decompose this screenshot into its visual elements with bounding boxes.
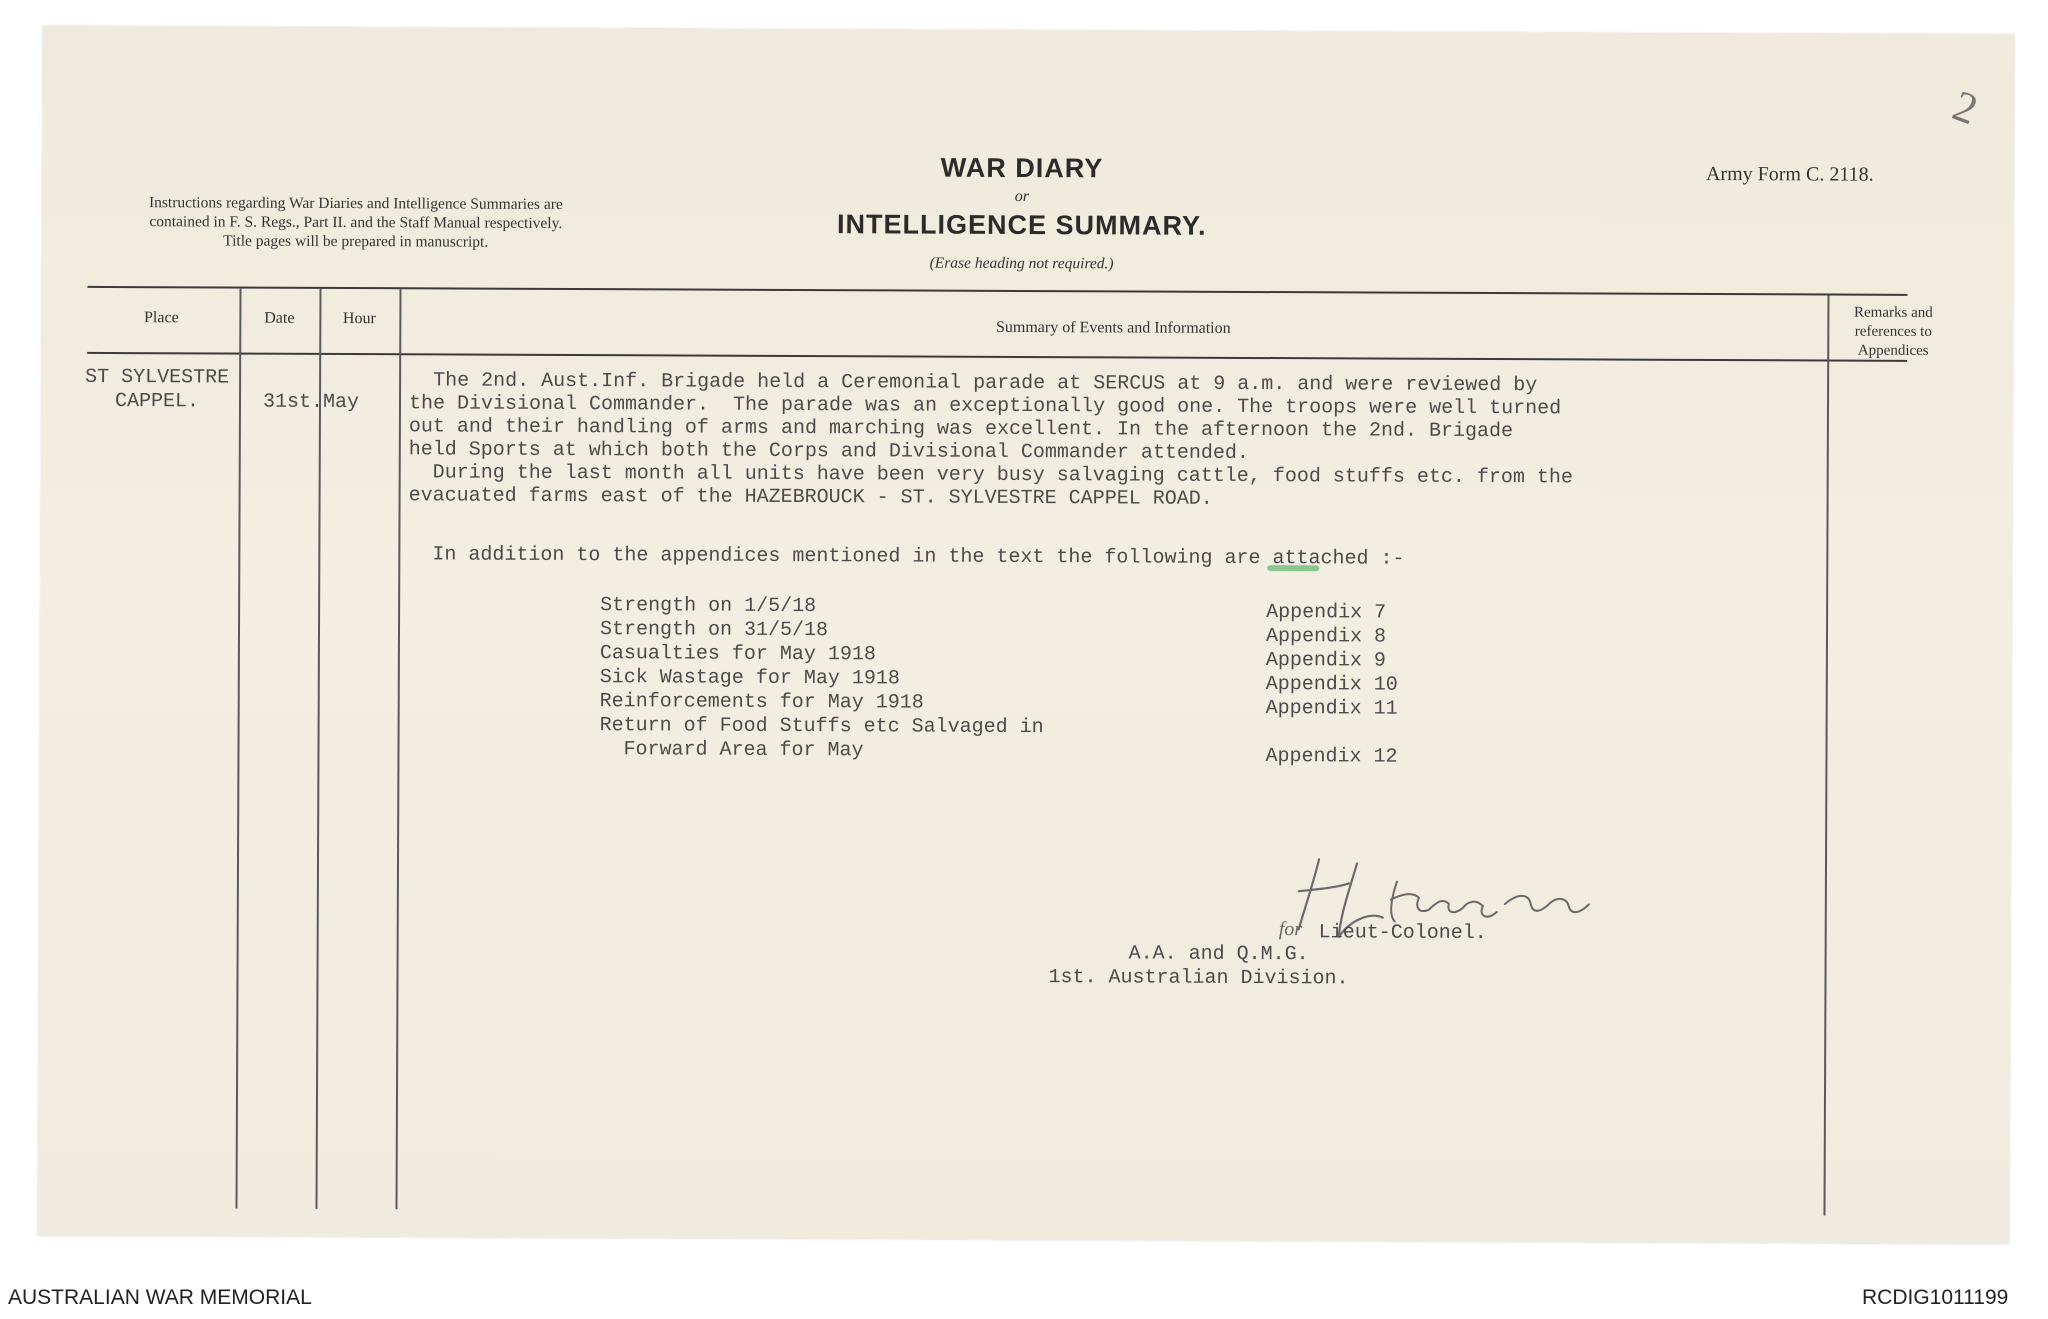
divider-summary-remarks bbox=[1823, 295, 1829, 1215]
title-or: or bbox=[1014, 187, 1030, 206]
appendix-item: Strength on 1/5/18 bbox=[600, 594, 817, 619]
divider-date-hour bbox=[315, 289, 321, 1209]
title-intelligence-summary: INTELLIGENCE SUMMARY. bbox=[836, 209, 1207, 241]
summary-line: The 2nd. Aust.Inf. Brigade held a Ceremonial parade at SERCUS at 9 a.m. and were reviewed by bbox=[409, 369, 1538, 398]
entry-place-line2: CAPPEL. bbox=[114, 390, 200, 414]
title-war-diary: WAR DIARY bbox=[940, 152, 1104, 184]
appendix-ref: Appendix 9 bbox=[1265, 649, 1386, 673]
instructions-note: Instructions regarding War Diaries and Intelligence Summaries are contained in F. S. Regs., Part II. and the Staff Manual respectively. Title pages will be prepared in manuscript. bbox=[148, 194, 563, 251]
summary-line: evacuated farms east of the HAZEBROUCK - ST. SYLVESTRE CAPPEL ROAD. bbox=[408, 484, 1213, 511]
divider-hour-summary bbox=[395, 289, 401, 1209]
summary-line: held Sports at which both the Corps and Divisional Commander attended. bbox=[408, 438, 1249, 465]
appendix-item: Casualties for May 1918 bbox=[599, 642, 877, 667]
appendix-item: Reinforcements for May 1918 bbox=[599, 690, 924, 715]
header-hour: Hour bbox=[342, 310, 376, 328]
table-header-rule bbox=[87, 352, 1907, 361]
entry-date: 31st.May bbox=[262, 390, 360, 415]
appendix-ref: Appendix 10 bbox=[1265, 673, 1398, 697]
signature-for: for bbox=[1278, 918, 1303, 941]
signature-division: 1st. Australian Division. bbox=[1048, 966, 1349, 991]
signature-rank: Lieut-Colonel. bbox=[1318, 921, 1487, 946]
header-summary: Summary of Events and Information bbox=[995, 318, 1231, 337]
signature-role: A.A. and Q.M.G. bbox=[1128, 942, 1309, 967]
header-place: Place bbox=[144, 309, 179, 327]
divider-place-date bbox=[235, 289, 241, 1209]
summary-line: out and their handling of arms and marching was excellent. In the afternoon the 2nd. Brigade bbox=[408, 415, 1514, 444]
army-form-number: Army Form C. 2118. bbox=[1705, 162, 1874, 186]
appendix-ref: Appendix 11 bbox=[1265, 697, 1398, 721]
header-date: Date bbox=[264, 309, 295, 327]
appendix-item: Sick Wastage for May 1918 bbox=[599, 666, 900, 691]
summary-line: During the last month all units have been very busy salvaging cattle, food stuffs etc. from the bbox=[408, 461, 1573, 490]
footer-institution: AUSTRALIAN WAR MEMORIAL bbox=[8, 1286, 312, 1309]
header-remarks: Remarks and references to Appendices bbox=[1854, 304, 1933, 359]
page-number: 2 bbox=[1946, 80, 1985, 135]
title-block bbox=[742, 152, 1303, 274]
appendix-item: Return of Food Stuffs etc Salvaged in bbox=[599, 714, 1044, 740]
appendix-ref: Appendix 12 bbox=[1265, 745, 1398, 769]
diary-page bbox=[37, 26, 2014, 1245]
summary-paragraph-1 bbox=[409, 369, 1574, 512]
entry-place-line1: ST SYLVESTRE bbox=[85, 365, 230, 390]
title-erase-note: (Erase heading not required.) bbox=[929, 254, 1114, 273]
appendix-item: Strength on 31/5/18 bbox=[599, 618, 829, 643]
summary-paragraph-2: In addition to the appendices mentioned in the text the following are attached :- bbox=[408, 543, 1405, 571]
appendix-item: Forward Area for May bbox=[599, 738, 864, 763]
appendix-ref: Appendix 7 bbox=[1266, 601, 1387, 625]
table-top-rule bbox=[88, 286, 1908, 296]
summary-line: the Divisional Commander. The parade was an exceptionally good one. The troops were well turned bbox=[408, 392, 1562, 421]
appendix-ref: Appendix 8 bbox=[1265, 625, 1387, 649]
footer-record-id: RCDIG1011199 bbox=[1862, 1286, 2009, 1309]
